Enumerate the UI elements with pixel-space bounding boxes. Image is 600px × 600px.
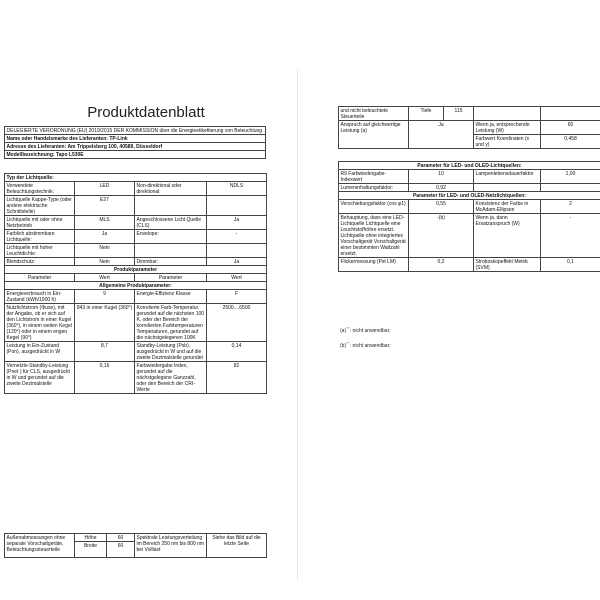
table-row bbox=[339, 258, 600, 272]
table-row bbox=[5, 230, 267, 244]
cell: Ja bbox=[75, 230, 135, 244]
cell: 0,2 bbox=[409, 258, 474, 272]
cell: Blendschutz: bbox=[5, 258, 75, 266]
column-header: Wert bbox=[75, 274, 135, 282]
footnote-b: (b)"-": nicht anwendbar; bbox=[340, 341, 391, 349]
cell: Anspruch auf gleichwertige Leistung (a) bbox=[339, 121, 409, 149]
cell: -(b) bbox=[409, 214, 474, 258]
cell: Ja bbox=[207, 258, 267, 266]
column-header: Wert bbox=[207, 274, 267, 282]
cell: Lumenerhaltungsfaktor: bbox=[339, 184, 409, 192]
height-value: 60 bbox=[107, 534, 135, 542]
netz-heading: Parameter für LED- und OLED-Netzlichtquellen: bbox=[339, 192, 600, 200]
table-row bbox=[5, 182, 267, 196]
table-row bbox=[339, 214, 600, 258]
cell: 82 bbox=[207, 362, 267, 394]
cell: MLS bbox=[75, 216, 135, 230]
cell: E27 bbox=[75, 196, 135, 216]
dimensions-table bbox=[4, 533, 267, 558]
cell: LED bbox=[75, 182, 135, 196]
cell: - bbox=[541, 214, 600, 258]
cell: Wenn ja, entsprechende Leistung (W) bbox=[474, 121, 541, 135]
cell: 2 bbox=[541, 200, 600, 214]
table-row bbox=[5, 362, 267, 394]
cell: und nicht beleuchtete Steuerteile bbox=[339, 107, 409, 121]
cell: - bbox=[207, 230, 267, 244]
cell: Energie-Effizienz Klasse bbox=[135, 290, 207, 304]
cell: 60 bbox=[541, 121, 600, 135]
header-table bbox=[4, 126, 266, 159]
parameter-table bbox=[4, 173, 267, 394]
cell: Vernetzte-Standby-Leistung (Pnet ) für CLS, ausgedrückt in W und gerundet auf die zweite Dezimalstelle bbox=[5, 362, 75, 394]
cell: Verwendete Beleuchtungstechnik: bbox=[5, 182, 75, 196]
regulation-text: DELEGIERTE VERORDNUNG (EU) 2019/2015 DER KOMMISSION über die Energieetikettierung von Beleuchtung bbox=[5, 127, 266, 135]
table-row bbox=[339, 170, 600, 184]
supplier-address: Adresse des Lieferanten: Am Trippelsberg 100, 40589, Düsseldorf bbox=[5, 143, 266, 151]
right-page bbox=[304, 68, 596, 580]
cell: 115 bbox=[444, 107, 474, 121]
cell bbox=[207, 244, 267, 258]
spectral-label: Spektrale Leistungsverteilung im Bereich 250 nm bis 800 nm bei Volllast bbox=[135, 534, 207, 558]
led-heading: Parameter für LED- und OLED-Lichtquellen: bbox=[339, 162, 600, 170]
table-row bbox=[5, 342, 267, 362]
supplier-name: Name oder Handelsmarke des Lieferanten: TP-Link bbox=[5, 135, 266, 143]
cell: 0,1 bbox=[541, 258, 600, 272]
width-value: 60 bbox=[107, 542, 135, 558]
cell: Farbwiedergabe Index, gerundet auf die nächstgelegene Ganzzahl, oder den Bereich der CRI-Werte bbox=[135, 362, 207, 394]
continuation-table bbox=[338, 106, 600, 149]
table-row bbox=[339, 107, 600, 121]
cell: Tiefe bbox=[409, 107, 444, 121]
led-table bbox=[338, 161, 600, 272]
spectral-value: Siehe das Bild auf die letzte Seite bbox=[207, 534, 267, 558]
table-row bbox=[5, 216, 267, 230]
cell: Lichtquelle Kappe-Type (oder andere elektrische Schnittstelle) bbox=[5, 196, 75, 216]
cell: Nein bbox=[75, 244, 135, 258]
cell: F bbox=[207, 290, 267, 304]
cell: Farblich abstimmbare Lichtquelle: bbox=[5, 230, 75, 244]
cell bbox=[474, 184, 541, 192]
cell: R9 Farbwiedergabe-Indexwert bbox=[339, 170, 409, 184]
cell: 8,7 bbox=[75, 342, 135, 362]
column-header: Parameter bbox=[5, 274, 75, 282]
cell: 0,16 bbox=[75, 362, 135, 394]
cell: Lichtquelle mit hoher Leuchtdichte: bbox=[5, 244, 75, 258]
cell: 9 bbox=[75, 290, 135, 304]
cell: Angeschlossene Licht Quelle (CLS) bbox=[135, 216, 207, 230]
left-page bbox=[0, 68, 292, 580]
cell: Standby-Leistung (Psb), ausgedrückt in W und auf die zweite Dezimalstelle gerundet bbox=[135, 342, 207, 362]
cell: 10 bbox=[409, 170, 474, 184]
allgemeine-heading: Allgemeine Produktparameter: bbox=[5, 282, 267, 290]
cell: Energieverbrauch in Ein-Zustand (kWh/1000 h) bbox=[5, 290, 75, 304]
cell: Envelope: bbox=[135, 230, 207, 244]
cell: Lampenlebensdauerfaktor bbox=[474, 170, 541, 184]
cell: Korrelierte Farb-Temperatur, gerundet auf die nächsten 100 K, oder der Bereich der korrelierten Farbtemperaturen Temperaturen, gerundet auf die nächstgelegenen 100K bbox=[135, 304, 207, 342]
cell: 2500....6500 bbox=[207, 304, 267, 342]
table-row bbox=[339, 184, 600, 192]
cell: Nein bbox=[75, 258, 135, 266]
cell: 0,92 bbox=[409, 184, 474, 192]
cell: Lichtquelle mit oder ohne Netzbetrieb bbox=[5, 216, 75, 230]
produktparameter-heading: Produktparameter bbox=[5, 266, 267, 274]
table-row bbox=[5, 534, 267, 542]
cell: Verschiebungsfaktor (cos φ1) bbox=[339, 200, 409, 214]
cell bbox=[474, 107, 541, 121]
page-title: Produktdatenblatt bbox=[87, 104, 205, 121]
cell: 1,00 bbox=[541, 170, 600, 184]
column-header-row bbox=[5, 274, 267, 282]
cell: Behauptung, dass eine LED-Lichtquelle Lichtquelle eine Leuchtstoffröhre ersetzt. Lichtquelle ohne integriertes Vorschaltgerät Vorschaltgerät einer bestimmten Wattzahl ersetzt. bbox=[339, 214, 409, 258]
cell: Non-direktional oder direktional: bbox=[135, 182, 207, 196]
page-divider bbox=[297, 70, 298, 580]
footnote-a: (a)"-": nicht anwendbar; bbox=[340, 326, 391, 334]
cell: Leistung in Ein-Zustand (Pon), ausgedrückt in W bbox=[5, 342, 75, 362]
width-label: Breite bbox=[75, 542, 107, 558]
cell: Ja bbox=[207, 216, 267, 230]
table-row bbox=[5, 196, 267, 216]
cell: 0,55 bbox=[409, 200, 474, 214]
table-row bbox=[5, 290, 267, 304]
table-row bbox=[5, 258, 267, 266]
cell: Farbwert Koordinaten (x und y) bbox=[474, 135, 541, 149]
cell: 0,458 bbox=[541, 135, 600, 149]
model-name: Modellbezeichnung: Tapo L530E bbox=[5, 151, 266, 159]
dimensions-label: Außenabmessungen ohne separate Vorschaltgeräte, Beleuchtungssteuerteile bbox=[5, 534, 75, 558]
table-row bbox=[339, 121, 600, 135]
cell: Stroboskopeffekt Metrik (SVM) bbox=[474, 258, 541, 272]
cell: 0,14 bbox=[207, 342, 267, 362]
cell bbox=[135, 244, 207, 258]
cell bbox=[541, 184, 600, 192]
height-label: Höhe bbox=[75, 534, 107, 542]
cell: Dimmbar: bbox=[135, 258, 207, 266]
cell bbox=[207, 196, 267, 216]
cell bbox=[541, 107, 600, 121]
cell: Wenn ja, dann Ersatzanspruch (W) bbox=[474, 214, 541, 258]
cell: Ja bbox=[409, 121, 474, 149]
table-row bbox=[5, 304, 267, 342]
light-type-heading: Typ der Lichtquelle: bbox=[5, 174, 267, 182]
cell: NDLS bbox=[207, 182, 267, 196]
cell: Nutzlichtstrom (Φuse), mit der Angabe, ob er sich auf den Lichtstrom in einer Kugel (360°), in einem weiten Kegel (120°) oder in einem engen Kegel (90°) bbox=[5, 304, 75, 342]
table-row bbox=[5, 244, 267, 258]
cell: Flickermessung (Pst LM) bbox=[339, 258, 409, 272]
column-header: Parameter bbox=[135, 274, 207, 282]
table-row bbox=[339, 200, 600, 214]
cell: Konsistenz der Farbe in McAdam-Ellipsen bbox=[474, 200, 541, 214]
cell: 843 in einer Kugel (360°) bbox=[75, 304, 135, 342]
cell bbox=[135, 196, 207, 216]
